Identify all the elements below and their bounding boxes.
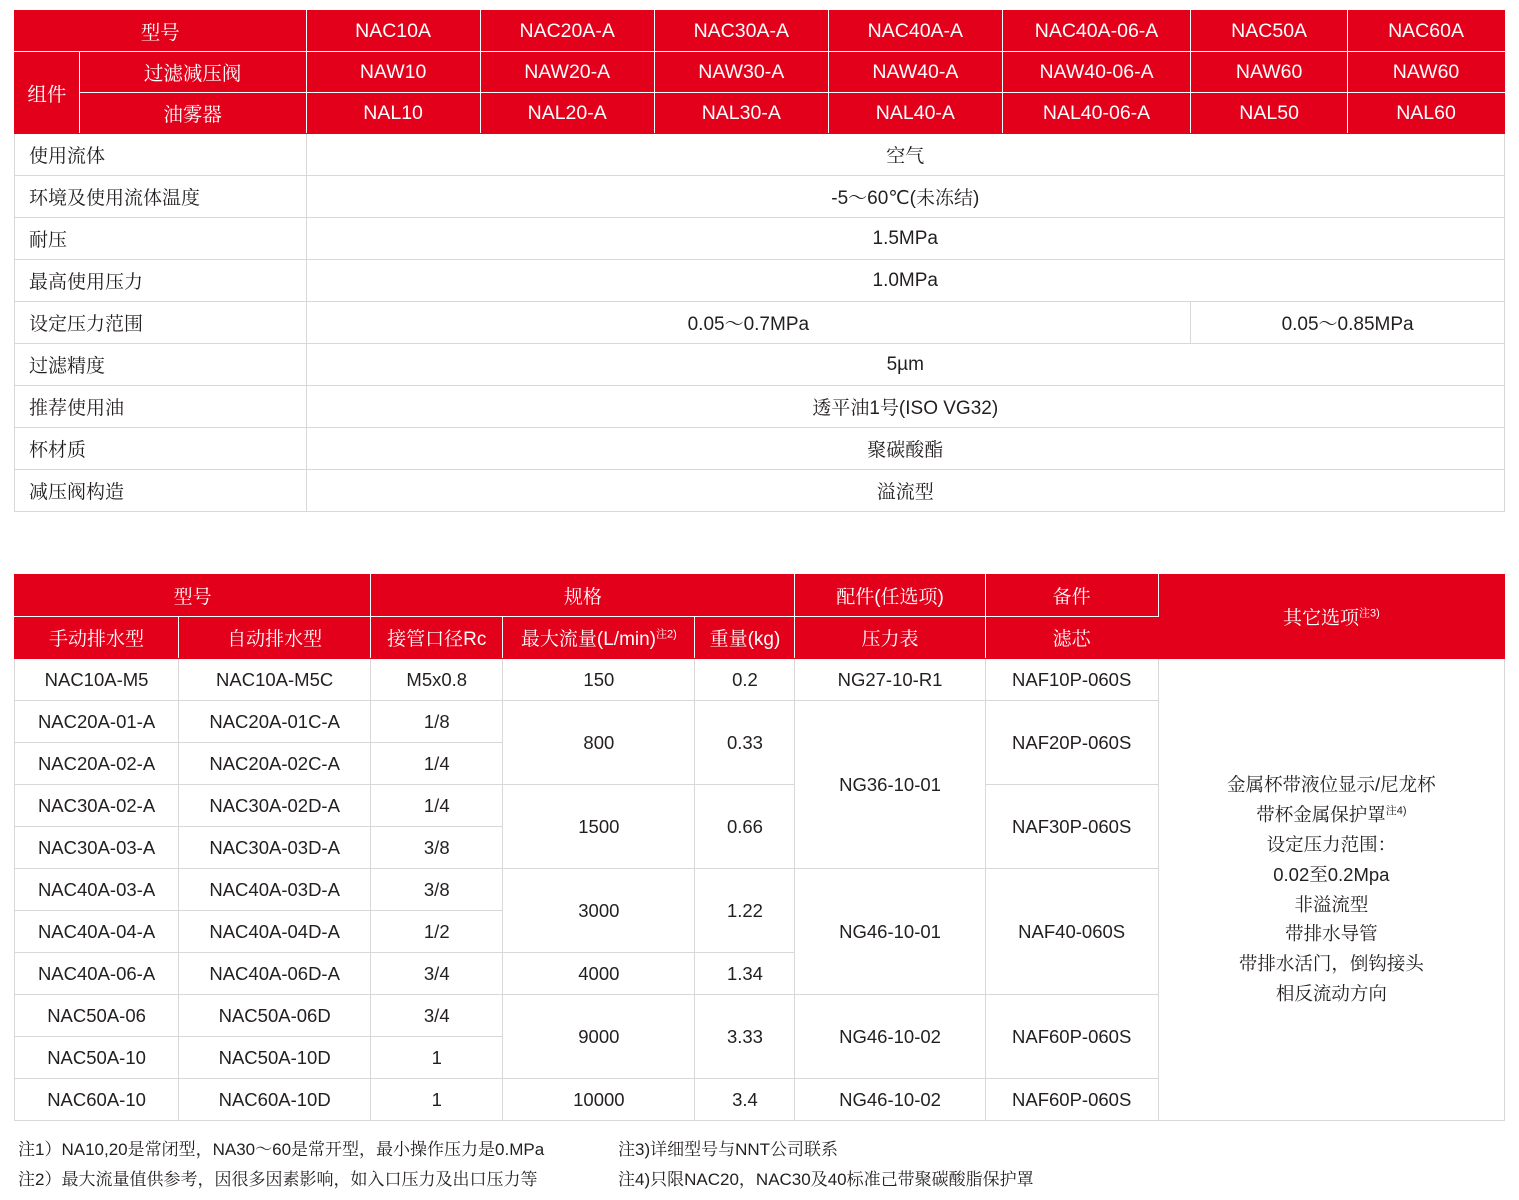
port-size-cell: 1/4 — [371, 743, 503, 785]
spec-label: 过滤精度 — [15, 344, 307, 386]
spec-label: 减压阀构造 — [15, 470, 307, 512]
auto-model-cell: NAC30A-03D-A — [179, 827, 371, 869]
port-size-header: 接管口径Rc — [371, 617, 503, 659]
table-row — [15, 428, 1505, 470]
manual-model-cell: NAC10A-M5 — [15, 659, 179, 701]
lubricator-cell: NAL30-A — [654, 93, 828, 134]
lubricator-cell: NAL40-A — [828, 93, 1002, 134]
gauge-cell: NG46-10-02 — [795, 995, 985, 1079]
spec-label: 最高使用压力 — [15, 260, 307, 302]
max-flow-cell: 4000 — [503, 953, 695, 995]
model-cell: NAC50A — [1191, 11, 1348, 52]
element-cell: NAF20P-060S — [985, 701, 1158, 785]
weight-cell: 0.33 — [695, 701, 795, 785]
spec-value: 空气 — [306, 134, 1504, 176]
auto-model-cell: NAC20A-01C-A — [179, 701, 371, 743]
table-spacer — [14, 512, 1505, 574]
gauge-cell: NG27-10-R1 — [795, 659, 985, 701]
spec-group-header: 规格 — [371, 575, 795, 617]
spec-label: 设定压力范围 — [15, 302, 307, 344]
other-options-group-header — [1158, 575, 1504, 659]
gauge-cell: NG46-10-02 — [795, 1079, 985, 1121]
table-row — [15, 134, 1505, 176]
auto-model-cell: NAC60A-10D — [179, 1079, 371, 1121]
lubricator-label: 油雾器 — [79, 93, 306, 134]
model-cell: NAC40A-A — [828, 11, 1002, 52]
max-flow-cell: 1500 — [503, 785, 695, 869]
element-cell: NAF40-060S — [985, 869, 1158, 995]
model-cell: NAC20A-A — [480, 11, 654, 52]
spare-group-header: 备件 — [985, 575, 1158, 617]
filter-regulator-cell: NAW60 — [1348, 52, 1505, 93]
other-option-item: 带排水导管 — [1285, 923, 1378, 945]
other-option-item: 带杯金属保护罩 — [1256, 803, 1386, 825]
max-flow-cell: 3000 — [503, 869, 695, 953]
port-size-cell: 1/8 — [371, 701, 503, 743]
manual-model-cell: NAC20A-02-A — [15, 743, 179, 785]
port-size-cell: 3/8 — [371, 869, 503, 911]
table-row — [15, 218, 1505, 260]
weight-header: 重量(kg) — [695, 617, 795, 659]
weight-cell: 1.34 — [695, 953, 795, 995]
max-flow-cell: 10000 — [503, 1079, 695, 1121]
manual-drain-header: 手动排水型 — [15, 617, 179, 659]
other-options-label: 其它选项 — [1282, 608, 1359, 629]
model-cell: NAC10A — [306, 11, 480, 52]
table-row — [15, 659, 1505, 701]
other-option-item: 相反流动方向 — [1275, 983, 1387, 1005]
max-flow-header — [503, 617, 695, 659]
spec-label: 杯材质 — [15, 428, 307, 470]
filter-regulator-cell: NAW40-A — [828, 52, 1002, 93]
table-row — [15, 470, 1505, 512]
spec-value: 1.0MPa — [306, 260, 1504, 302]
filter-regulator-label: 过滤减压阀 — [79, 52, 306, 93]
other-option-item: 非溢流型 — [1294, 893, 1369, 915]
table-header-group-row — [15, 575, 1505, 617]
port-size-cell: 1/2 — [371, 911, 503, 953]
filter-regulator-cell: NAW30-A — [654, 52, 828, 93]
manual-model-cell: NAC50A-06 — [15, 995, 179, 1037]
lubricator-cell: NAL60 — [1348, 93, 1505, 134]
footnote-2: 注2）最大流量值供参考，因很多因素影响，如入口压力及出口压力等 — [18, 1169, 538, 1189]
footnotes — [14, 1135, 1505, 1195]
element-cell: NAF60P-060S — [985, 995, 1158, 1079]
table-row — [15, 302, 1505, 344]
port-size-cell: 3/8 — [371, 827, 503, 869]
max-flow-label: 最大流量(L/min) — [520, 629, 657, 650]
auto-model-cell: NAC50A-06D — [179, 995, 371, 1037]
other-option-note-ref: 注4) — [1385, 804, 1407, 817]
other-option-item: 设定压力范围： — [1266, 833, 1397, 855]
element-cell: NAF10P-060S — [985, 659, 1158, 701]
max-flow-cell: 800 — [503, 701, 695, 785]
table-row — [15, 344, 1505, 386]
model-cell: NAC40A-06-A — [1002, 11, 1190, 52]
model-group-header: 型号 — [15, 575, 371, 617]
table-row-filter-regulator — [15, 52, 1505, 93]
other-option-item: 金属杯带液位显示/尼龙杯 — [1227, 773, 1436, 795]
max-flow-cell: 9000 — [503, 995, 695, 1079]
auto-model-cell: NAC40A-04D-A — [179, 911, 371, 953]
table-row — [15, 386, 1505, 428]
spec-value: 聚碳酸酯 — [306, 428, 1504, 470]
accessory-group-header: 配件(任选项) — [795, 575, 985, 617]
auto-model-cell: NAC20A-02C-A — [179, 743, 371, 785]
table-row-lubricator — [15, 93, 1505, 134]
footnote-1: 注1）NA10,20是常闭型，NA30～60是常开型，最小操作压力是0.MPa — [18, 1140, 545, 1159]
port-size-cell: 1 — [371, 1037, 503, 1079]
auto-model-cell: NAC30A-02D-A — [179, 785, 371, 827]
gauge-cell: NG36-10-01 — [795, 701, 985, 869]
footnote-row — [18, 1135, 1505, 1165]
auto-model-cell: NAC40A-03D-A — [179, 869, 371, 911]
element-cell: NAF60P-060S — [985, 1079, 1158, 1121]
filter-regulator-cell: NAW10 — [306, 52, 480, 93]
weight-cell: 0.2 — [695, 659, 795, 701]
port-size-cell: 3/4 — [371, 953, 503, 995]
model-header-label: 型号 — [15, 11, 307, 52]
port-size-cell: 1 — [371, 1079, 503, 1121]
lubricator-cell: NAL40-06-A — [1002, 93, 1190, 134]
filter-regulator-cell: NAW20-A — [480, 52, 654, 93]
manual-model-cell: NAC60A-10 — [15, 1079, 179, 1121]
footnote-row — [18, 1165, 1505, 1195]
element-header: 滤芯 — [985, 617, 1158, 659]
element-cell: NAF30P-060S — [985, 785, 1158, 869]
manual-model-cell: NAC50A-10 — [15, 1037, 179, 1079]
filter-regulator-cell: NAW40-06-A — [1002, 52, 1190, 93]
lubricator-cell: NAL20-A — [480, 93, 654, 134]
model-cell: NAC60A — [1348, 11, 1505, 52]
gauge-header: 压力表 — [795, 617, 985, 659]
weight-cell: 3.4 — [695, 1079, 795, 1121]
weight-cell: 3.33 — [695, 995, 795, 1079]
auto-drain-header: 自动排水型 — [179, 617, 371, 659]
spec-label: 耐压 — [15, 218, 307, 260]
spec-label: 使用流体 — [15, 134, 307, 176]
port-size-cell: 3/4 — [371, 995, 503, 1037]
other-option-item: 0.02至0.2Mpa — [1273, 863, 1390, 885]
weight-cell: 0.66 — [695, 785, 795, 869]
table-row — [15, 260, 1505, 302]
other-options-note-ref: 注3) — [1358, 607, 1380, 620]
other-option-item: 带排水活门，倒钩接头 — [1238, 953, 1424, 975]
spec-value: -5～60℃(未冻结) — [306, 176, 1504, 218]
spec-value: 5µm — [306, 344, 1504, 386]
port-size-cell: M5x0.8 — [371, 659, 503, 701]
spec-label: 环境及使用流体温度 — [15, 176, 307, 218]
component-header-label: 组件 — [15, 52, 80, 134]
other-options-cell — [1158, 659, 1504, 1121]
gauge-cell: NG46-10-01 — [795, 869, 985, 995]
lubricator-cell: NAL10 — [306, 93, 480, 134]
manual-model-cell: NAC20A-01-A — [15, 701, 179, 743]
max-flow-note-ref: 注2) — [656, 628, 677, 641]
auto-model-cell: NAC50A-10D — [179, 1037, 371, 1079]
spec-value: 0.05～0.7MPa — [306, 302, 1191, 344]
auto-model-cell: NAC40A-06D-A — [179, 953, 371, 995]
auto-model-cell: NAC10A-M5C — [179, 659, 371, 701]
port-size-cell: 1/4 — [371, 785, 503, 827]
spec-label: 推荐使用油 — [15, 386, 307, 428]
spec-value: 1.5MPa — [306, 218, 1504, 260]
manual-model-cell: NAC40A-04-A — [15, 911, 179, 953]
filter-regulator-cell: NAW60 — [1191, 52, 1348, 93]
model-selection-table — [14, 574, 1505, 1121]
manual-model-cell: NAC30A-03-A — [15, 827, 179, 869]
manual-model-cell: NAC40A-06-A — [15, 953, 179, 995]
footnote-3: 注3)详细型号与NNT公司联系 — [618, 1140, 839, 1159]
spec-value: 溢流型 — [306, 470, 1504, 512]
model-cell: NAC30A-A — [654, 11, 828, 52]
spec-value-secondary: 0.05～0.85MPa — [1191, 302, 1505, 344]
lubricator-cell: NAL50 — [1191, 93, 1348, 134]
manual-model-cell: NAC30A-02-A — [15, 785, 179, 827]
weight-cell: 1.22 — [695, 869, 795, 953]
footnote-4: 注4)只限NAC20，NAC30及40标准己带聚碳酸脂保护罩 — [618, 1169, 1034, 1189]
manual-model-cell: NAC40A-03-A — [15, 869, 179, 911]
table-row — [15, 176, 1505, 218]
table-row-model — [15, 11, 1505, 52]
spec-value: 透平油1号(ISO VG32) — [306, 386, 1504, 428]
specification-table — [14, 10, 1505, 512]
max-flow-cell: 150 — [503, 659, 695, 701]
